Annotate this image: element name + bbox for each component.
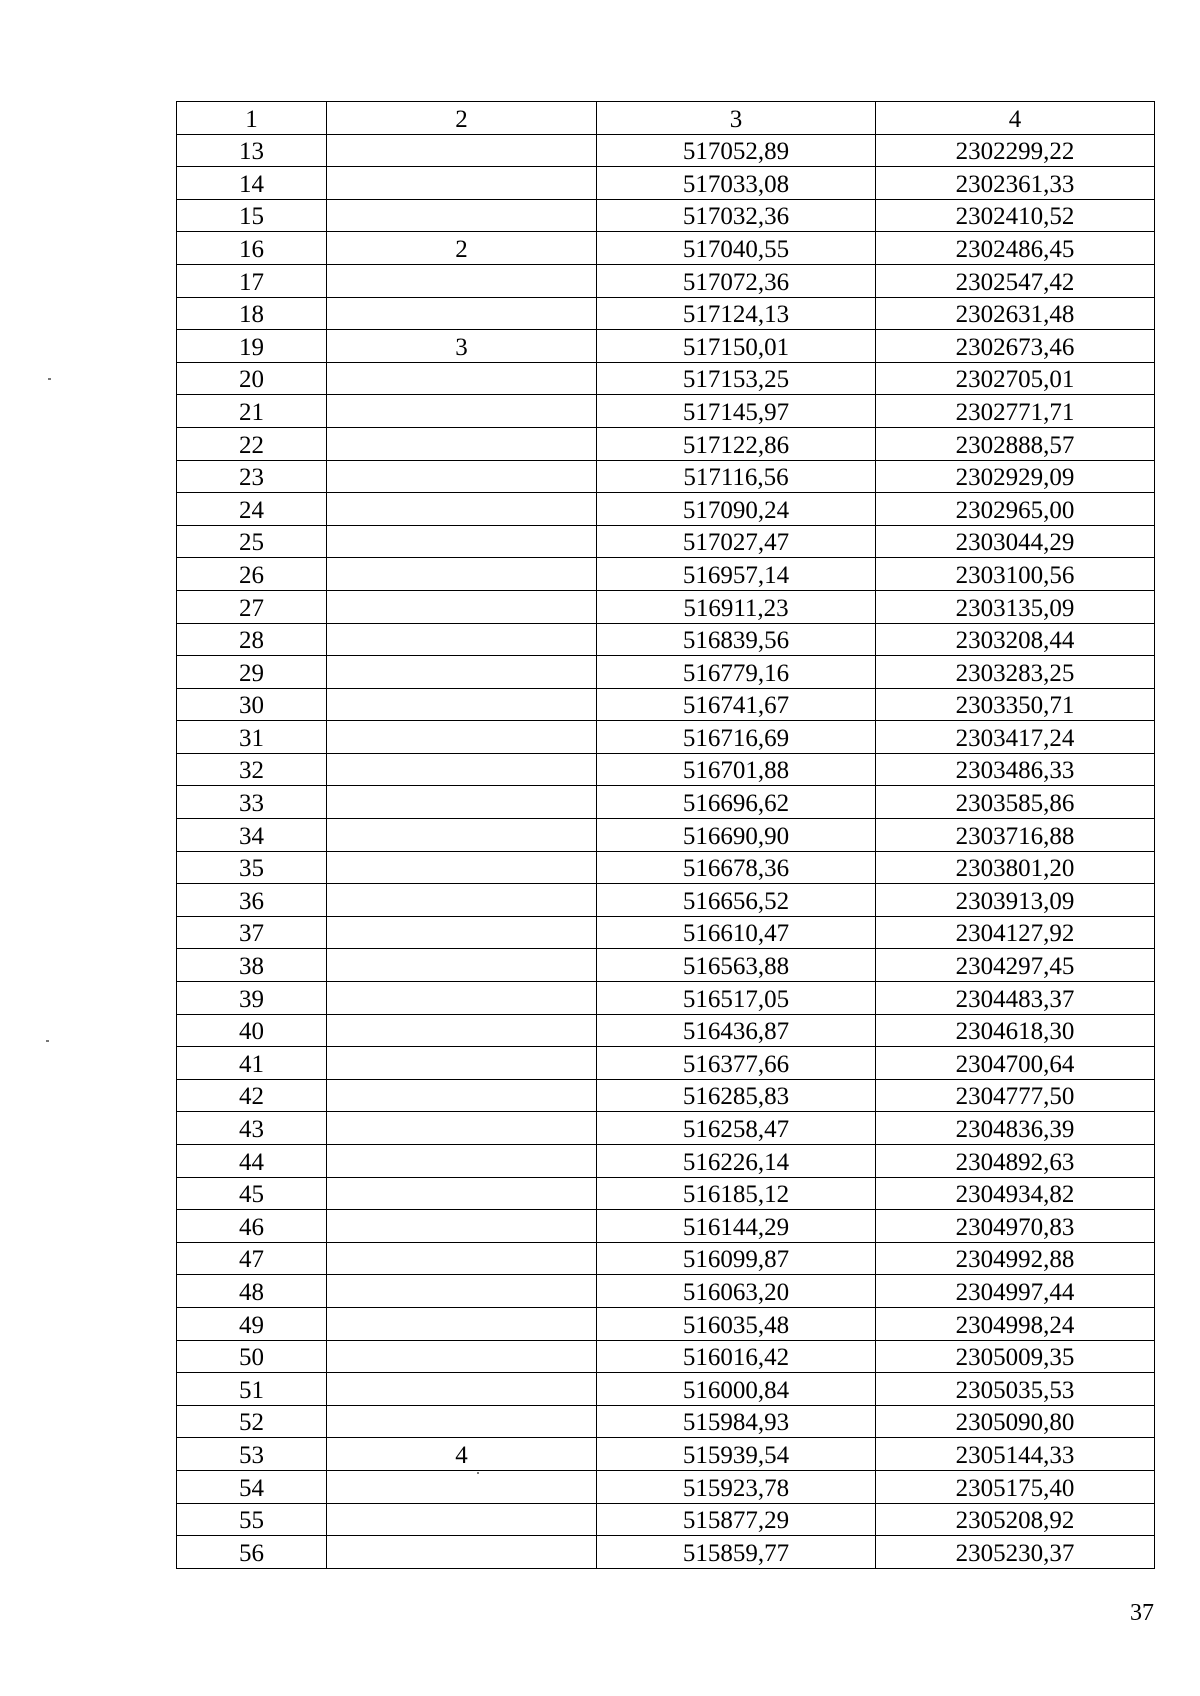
table-cell-col-1: 19 — [177, 330, 327, 363]
table-cell-col-2 — [327, 167, 597, 200]
table-cell-col-2 — [327, 851, 597, 884]
scan-speck — [477, 1472, 479, 1474]
table-cell-col-1: 46 — [177, 1210, 327, 1243]
table-row — [177, 656, 1155, 689]
table-cell-col-2 — [327, 1503, 597, 1536]
table-cell-col-2 — [327, 1145, 597, 1178]
table-row — [177, 884, 1155, 917]
table-cell-col-3: 516285,83 — [597, 1079, 876, 1112]
table-cell-col-4: 2302299,22 — [876, 134, 1155, 167]
table-cell-col-2 — [327, 786, 597, 819]
table-cell-col-4: 2305009,35 — [876, 1340, 1155, 1373]
table-row — [177, 1177, 1155, 1210]
table-cell-col-3: 516656,52 — [597, 884, 876, 917]
table-cell-col-1: 41 — [177, 1047, 327, 1080]
table-cell-col-2 — [327, 1047, 597, 1080]
table-cell-col-3: 516517,05 — [597, 982, 876, 1015]
table-cell-col-3: 517040,55 — [597, 232, 876, 265]
table-row — [177, 1047, 1155, 1080]
scan-speck — [48, 378, 51, 380]
table-row — [177, 753, 1155, 786]
header-row — [177, 102, 1155, 135]
table-row — [177, 819, 1155, 852]
table-row — [177, 590, 1155, 623]
table-row — [177, 1405, 1155, 1438]
table-cell-col-2 — [327, 949, 597, 982]
table-cell-col-4: 2304127,92 — [876, 916, 1155, 949]
table-cell-col-3: 516911,23 — [597, 590, 876, 623]
table-row — [177, 1145, 1155, 1178]
table-cell-col-3: 516741,67 — [597, 688, 876, 721]
table-cell-col-3: 517150,01 — [597, 330, 876, 363]
table-cell-col-4: 2303208,44 — [876, 623, 1155, 656]
table-row — [177, 199, 1155, 232]
table-cell-col-3: 515859,77 — [597, 1536, 876, 1569]
table-cell-col-3: 516258,47 — [597, 1112, 876, 1145]
table-cell-col-4: 2304992,88 — [876, 1242, 1155, 1275]
table-cell-col-2 — [327, 1536, 597, 1569]
table-row — [177, 1242, 1155, 1275]
table-cell-col-1: 43 — [177, 1112, 327, 1145]
table-cell-col-4: 2302705,01 — [876, 362, 1155, 395]
table-cell-col-2 — [327, 525, 597, 558]
table-cell-col-2 — [327, 297, 597, 330]
table-cell-col-2 — [327, 916, 597, 949]
table-cell-col-2 — [327, 427, 597, 460]
table-cell-col-1: 42 — [177, 1079, 327, 1112]
table-cell-col-1: 14 — [177, 167, 327, 200]
table-cell-col-3: 517153,25 — [597, 362, 876, 395]
table-cell-col-1: 38 — [177, 949, 327, 982]
table-row — [177, 1307, 1155, 1340]
table-row — [177, 949, 1155, 982]
table-row — [177, 1503, 1155, 1536]
table-cell-col-1: 37 — [177, 916, 327, 949]
table-row — [177, 297, 1155, 330]
table-cell-col-2 — [327, 264, 597, 297]
table-cell-col-1: 47 — [177, 1242, 327, 1275]
table-cell-col-2 — [327, 1242, 597, 1275]
table-cell-col-2 — [327, 590, 597, 623]
table-cell-col-1: 39 — [177, 982, 327, 1015]
table-cell-col-1: 15 — [177, 199, 327, 232]
table-cell-col-3: 517072,36 — [597, 264, 876, 297]
table-cell-col-4: 2302486,45 — [876, 232, 1155, 265]
table-cell-col-1: 55 — [177, 1503, 327, 1536]
table-cell-col-1: 21 — [177, 395, 327, 428]
table-row — [177, 916, 1155, 949]
table-row — [177, 493, 1155, 526]
scan-speck — [46, 1040, 49, 1042]
table-cell-col-4: 2304483,37 — [876, 982, 1155, 1015]
table-cell-col-1: 49 — [177, 1307, 327, 1340]
table-row — [177, 851, 1155, 884]
table-cell-col-4: 2302929,09 — [876, 460, 1155, 493]
table-cell-col-4: 2303486,33 — [876, 753, 1155, 786]
table-cell-col-2 — [327, 688, 597, 721]
table-cell-col-1: 56 — [177, 1536, 327, 1569]
table-cell-col-4: 2304700,64 — [876, 1047, 1155, 1080]
table-cell-col-3: 516000,84 — [597, 1373, 876, 1406]
table-row — [177, 688, 1155, 721]
table-cell-col-3: 517145,97 — [597, 395, 876, 428]
table-cell-col-4: 2302410,52 — [876, 199, 1155, 232]
table-cell-col-3: 517027,47 — [597, 525, 876, 558]
table-cell-col-2 — [327, 1014, 597, 1047]
table-row — [177, 460, 1155, 493]
table-cell-col-3: 515923,78 — [597, 1470, 876, 1503]
table-cell-col-1: 44 — [177, 1145, 327, 1178]
table-row — [177, 264, 1155, 297]
table-cell-col-1: 28 — [177, 623, 327, 656]
table-cell-col-2 — [327, 819, 597, 852]
table-cell-col-3: 516063,20 — [597, 1275, 876, 1308]
table-cell-col-2 — [327, 1470, 597, 1503]
table-cell-col-3: 517090,24 — [597, 493, 876, 526]
table-cell-col-4: 2305090,80 — [876, 1405, 1155, 1438]
table-cell-col-1: 50 — [177, 1340, 327, 1373]
table-cell-col-3: 516016,42 — [597, 1340, 876, 1373]
table-cell-col-4: 2303913,09 — [876, 884, 1155, 917]
coordinates-table — [176, 101, 1155, 1569]
table-cell-col-4: 2304777,50 — [876, 1079, 1155, 1112]
table-cell-col-4: 2303585,86 — [876, 786, 1155, 819]
table-cell-col-4: 2302361,33 — [876, 167, 1155, 200]
table-cell-col-1: 17 — [177, 264, 327, 297]
table-row — [177, 558, 1155, 591]
table-cell-col-2 — [327, 753, 597, 786]
table-cell-col-2 — [327, 884, 597, 917]
table-cell-col-4: 2305230,37 — [876, 1536, 1155, 1569]
table-cell-col-2 — [327, 362, 597, 395]
table-cell-col-4: 2304297,45 — [876, 949, 1155, 982]
table-cell-col-3: 516226,14 — [597, 1145, 876, 1178]
table-cell-col-1: 35 — [177, 851, 327, 884]
table-cell-col-3: 515939,54 — [597, 1438, 876, 1471]
table-row — [177, 1112, 1155, 1145]
table-cell-col-3: 516716,69 — [597, 721, 876, 754]
table-row — [177, 1079, 1155, 1112]
table-row — [177, 1014, 1155, 1047]
table-cell-col-3: 516690,90 — [597, 819, 876, 852]
table-cell-col-3: 515984,93 — [597, 1405, 876, 1438]
table-row — [177, 330, 1155, 363]
table-cell-col-3: 517122,86 — [597, 427, 876, 460]
table-cell-col-3: 516436,87 — [597, 1014, 876, 1047]
table-row — [177, 1275, 1155, 1308]
table-cell-col-1: 16 — [177, 232, 327, 265]
table-cell-col-2 — [327, 1210, 597, 1243]
table-cell-col-1: 53 — [177, 1438, 327, 1471]
table-cell-col-4: 2304618,30 — [876, 1014, 1155, 1047]
table-cell-col-2 — [327, 1177, 597, 1210]
table-cell-col-4: 2304836,39 — [876, 1112, 1155, 1145]
table-cell-col-3: 516377,66 — [597, 1047, 876, 1080]
table-cell-col-2 — [327, 493, 597, 526]
table-row — [177, 1373, 1155, 1406]
table-cell-col-1: 22 — [177, 427, 327, 460]
table-cell-col-3: 517052,89 — [597, 134, 876, 167]
table-cell-col-1: 29 — [177, 656, 327, 689]
table-cell-col-3: 517116,56 — [597, 460, 876, 493]
table-row — [177, 623, 1155, 656]
table-cell-col-4: 2303350,71 — [876, 688, 1155, 721]
table-cell-col-2 — [327, 395, 597, 428]
table-row — [177, 134, 1155, 167]
table-cell-col-1: 34 — [177, 819, 327, 852]
header-cell-4: 4 — [876, 102, 1155, 135]
table-cell-col-4: 2302547,42 — [876, 264, 1155, 297]
table-cell-col-1: 26 — [177, 558, 327, 591]
table-row — [177, 982, 1155, 1015]
page-number: 37 — [1130, 1600, 1154, 1626]
table-row — [177, 427, 1155, 460]
table-cell-col-4: 2304998,24 — [876, 1307, 1155, 1340]
table-cell-col-1: 54 — [177, 1470, 327, 1503]
table-cell-col-4: 2305175,40 — [876, 1470, 1155, 1503]
table-cell-col-1: 18 — [177, 297, 327, 330]
table-row — [177, 232, 1155, 265]
table-cell-col-2: 2 — [327, 232, 597, 265]
table-cell-col-3: 516563,88 — [597, 949, 876, 982]
table-cell-col-4: 2305144,33 — [876, 1438, 1155, 1471]
table-cell-col-4: 2302771,71 — [876, 395, 1155, 428]
table-cell-col-1: 33 — [177, 786, 327, 819]
table-cell-col-4: 2304892,63 — [876, 1145, 1155, 1178]
table-cell-col-2 — [327, 199, 597, 232]
table-cell-col-2 — [327, 982, 597, 1015]
table-cell-col-2 — [327, 1340, 597, 1373]
table-cell-col-2 — [327, 1079, 597, 1112]
table-cell-col-3: 517032,36 — [597, 199, 876, 232]
table-row — [177, 525, 1155, 558]
table-cell-col-2: 4 — [327, 1438, 597, 1471]
table-cell-col-3: 516696,62 — [597, 786, 876, 819]
table-cell-col-3: 516610,47 — [597, 916, 876, 949]
table-cell-col-4: 2302888,57 — [876, 427, 1155, 460]
table-cell-col-1: 45 — [177, 1177, 327, 1210]
table-cell-col-4: 2302673,46 — [876, 330, 1155, 363]
table-cell-col-1: 24 — [177, 493, 327, 526]
table-row — [177, 1536, 1155, 1569]
table-cell-col-3: 516957,14 — [597, 558, 876, 591]
table-cell-col-4: 2303044,29 — [876, 525, 1155, 558]
table-cell-col-1: 31 — [177, 721, 327, 754]
table-cell-col-2 — [327, 721, 597, 754]
table-cell-col-2 — [327, 1373, 597, 1406]
table-cell-col-2 — [327, 623, 597, 656]
table-cell-col-2 — [327, 656, 597, 689]
table-cell-col-3: 516701,88 — [597, 753, 876, 786]
table-cell-col-4: 2303417,24 — [876, 721, 1155, 754]
table-row — [177, 362, 1155, 395]
table-cell-col-3: 517033,08 — [597, 167, 876, 200]
table-cell-col-3: 516099,87 — [597, 1242, 876, 1275]
table-cell-col-2 — [327, 558, 597, 591]
table-cell-col-4: 2304970,83 — [876, 1210, 1155, 1243]
table-cell-col-4: 2305208,92 — [876, 1503, 1155, 1536]
table-cell-col-3: 516185,12 — [597, 1177, 876, 1210]
table-cell-col-2: 3 — [327, 330, 597, 363]
table-cell-col-3: 515877,29 — [597, 1503, 876, 1536]
table-cell-col-4: 2303135,09 — [876, 590, 1155, 623]
table-cell-col-3: 516839,56 — [597, 623, 876, 656]
table-cell-col-2 — [327, 134, 597, 167]
header-cell-3: 3 — [597, 102, 876, 135]
header-cell-1: 1 — [177, 102, 327, 135]
table-cell-col-3: 516035,48 — [597, 1307, 876, 1340]
table-cell-col-4: 2305035,53 — [876, 1373, 1155, 1406]
table-cell-col-4: 2303283,25 — [876, 656, 1155, 689]
table-cell-col-1: 23 — [177, 460, 327, 493]
table-cell-col-1: 27 — [177, 590, 327, 623]
table-cell-col-4: 2304997,44 — [876, 1275, 1155, 1308]
table-cell-col-1: 36 — [177, 884, 327, 917]
table-cell-col-2 — [327, 1112, 597, 1145]
table-cell-col-4: 2304934,82 — [876, 1177, 1155, 1210]
table-cell-col-4: 2302965,00 — [876, 493, 1155, 526]
table-cell-col-1: 51 — [177, 1373, 327, 1406]
table-row — [177, 721, 1155, 754]
coordinates-table-body — [177, 102, 1155, 1569]
table-row — [177, 1340, 1155, 1373]
table-row — [177, 1210, 1155, 1243]
table-cell-col-2 — [327, 1405, 597, 1438]
table-cell-col-2 — [327, 1275, 597, 1308]
table-cell-col-4: 2303716,88 — [876, 819, 1155, 852]
table-cell-col-1: 20 — [177, 362, 327, 395]
table-cell-col-1: 13 — [177, 134, 327, 167]
table-cell-col-2 — [327, 460, 597, 493]
table-cell-col-3: 517124,13 — [597, 297, 876, 330]
table-cell-col-1: 32 — [177, 753, 327, 786]
table-cell-col-4: 2302631,48 — [876, 297, 1155, 330]
table-row — [177, 1438, 1155, 1471]
table-row — [177, 167, 1155, 200]
table-row — [177, 786, 1155, 819]
header-cell-2: 2 — [327, 102, 597, 135]
table-cell-col-2 — [327, 1307, 597, 1340]
table-row — [177, 395, 1155, 428]
table-cell-col-1: 40 — [177, 1014, 327, 1047]
table-cell-col-1: 25 — [177, 525, 327, 558]
table-cell-col-1: 52 — [177, 1405, 327, 1438]
table-row — [177, 1470, 1155, 1503]
table-cell-col-1: 30 — [177, 688, 327, 721]
table-cell-col-4: 2303100,56 — [876, 558, 1155, 591]
table-cell-col-3: 516779,16 — [597, 656, 876, 689]
table-cell-col-3: 516144,29 — [597, 1210, 876, 1243]
table-cell-col-4: 2303801,20 — [876, 851, 1155, 884]
table-cell-col-3: 516678,36 — [597, 851, 876, 884]
table-cell-col-1: 48 — [177, 1275, 327, 1308]
